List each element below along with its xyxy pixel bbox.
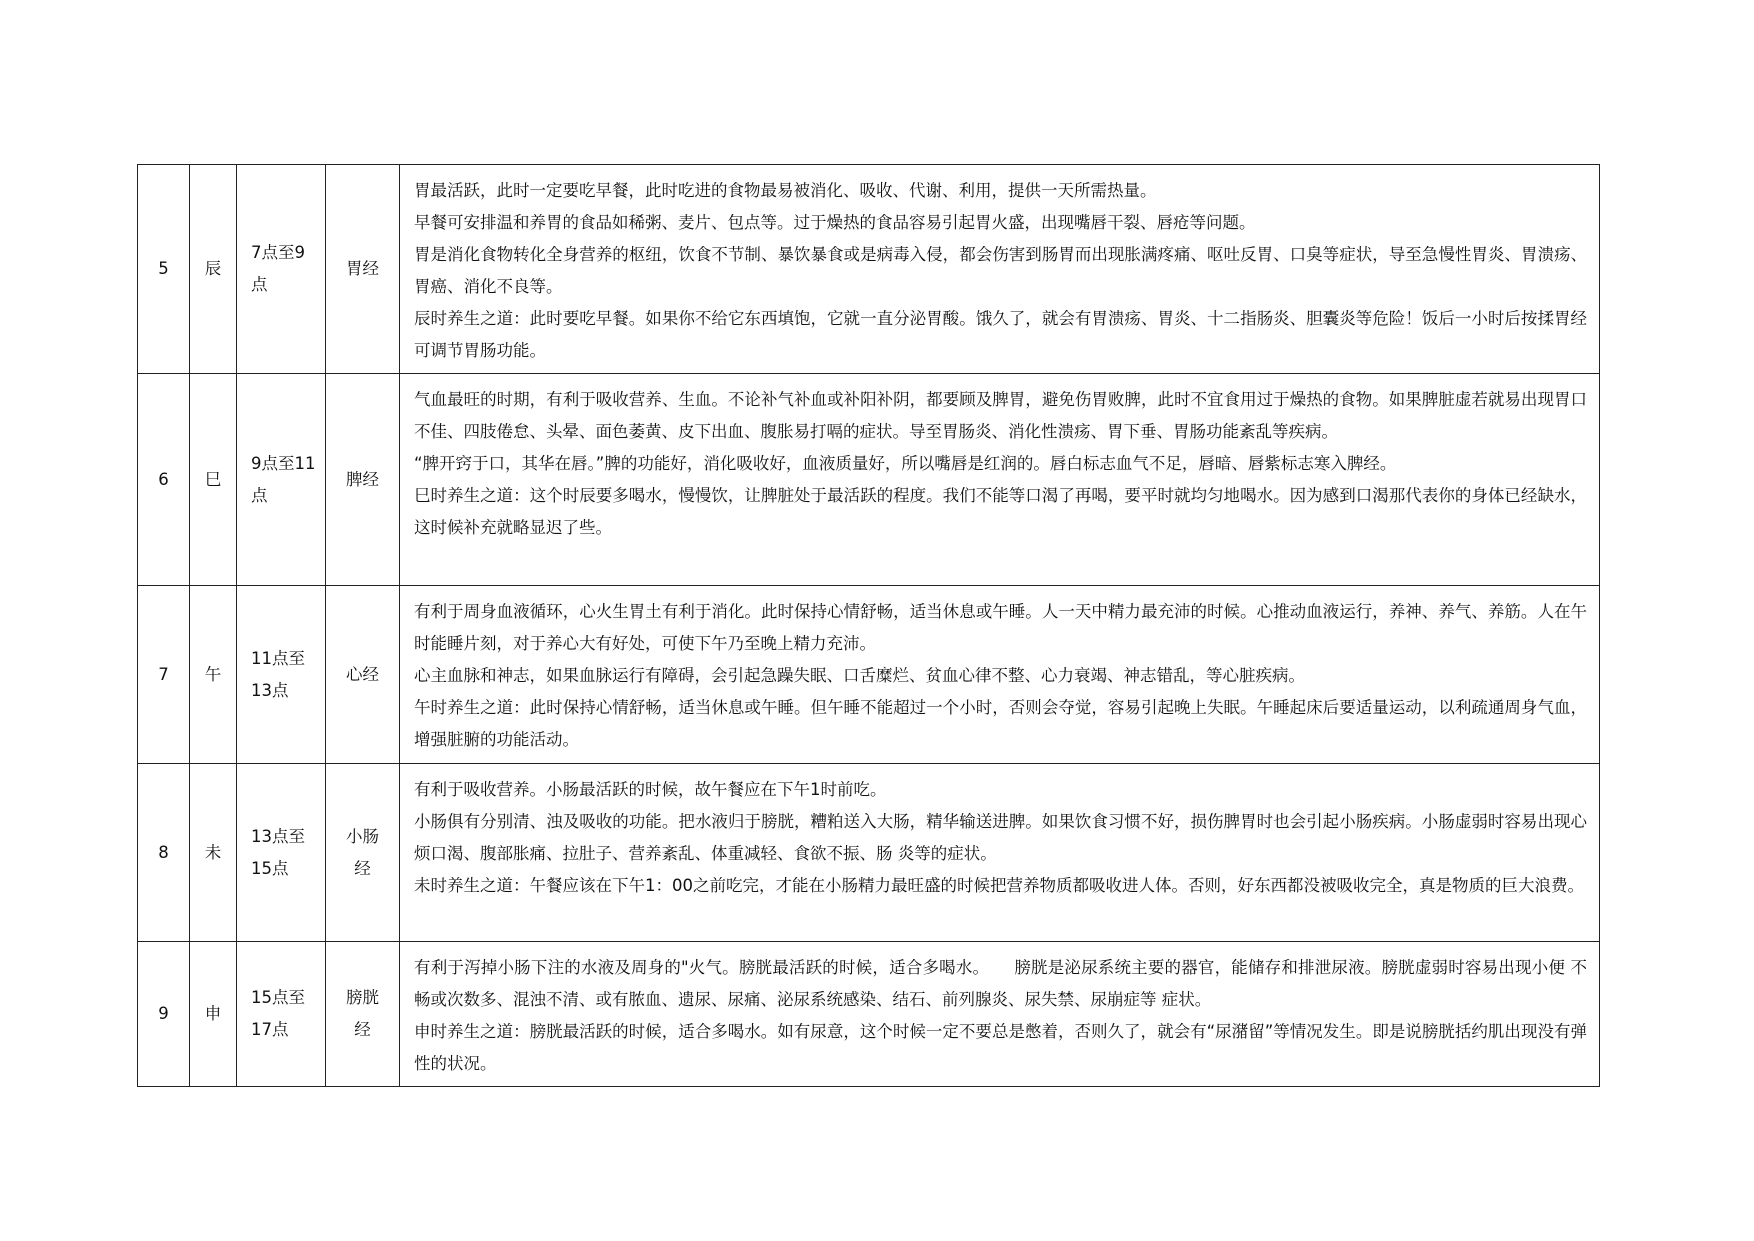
- description-paragraph: 小肠俱有分别清、浊及吸收的功能。把水液归于膀胱，糟粕送入大肠，精华输送进脾。如果饮食习惯不好，损伤脾胃时也会引起小肠疾病。小肠虚弱时容易出现心烦口渴、腹部胀痛、拉肚子、营养紊乱、体重减轻、食欲不振、肠 炎等的症状。: [414, 812, 1587, 863]
- earthly-branch: 巳: [190, 374, 237, 586]
- description-cell: [400, 942, 1600, 1087]
- time-range: 7点至9点: [237, 165, 326, 374]
- description-cell: [400, 165, 1600, 374]
- description-paragraph: 巳时养生之道：这个时辰要多喝水，慢慢饮，让脾脏处于最活跃的程度。我们不能等口渴了再喝，要平时就均匀地喝水。因为感到口渴那代表你的身体已经缺水，这时候补充就略显迟了些。: [414, 486, 1587, 537]
- meridian-name: 小肠经: [326, 764, 400, 942]
- description-paragraph: 胃是消化食物转化全身营养的枢纽，饮食不节制、暴饮暴食或是病毒入侵，都会伤害到肠胃而出现胀满疼痛、呕吐反胃、口臭等症状，导至急慢性胃炎、胃溃疡、胃癌、消化不良等。: [414, 245, 1587, 296]
- time-range: 11点至13点: [237, 586, 326, 764]
- description-paragraph: 申时养生之道：膀胱最活跃的时候，适合多喝水。如有尿意，这个时候一定不要总是憋着，否则久了，就会有“尿潴留”等情况发生。即是说膀胱括约肌出现没有弹性的状况。: [414, 1022, 1587, 1073]
- description-paragraph: 午时养生之道：此时保持心情舒畅，适当休息或午睡。但午睡不能超过一个小时，否则会夺觉，容易引起晚上失眠。午睡起床后要适量运动，以利疏通周身气血，增强脏腑的功能活动。: [414, 698, 1587, 749]
- table-row: [138, 374, 1600, 586]
- earthly-branch: 午: [190, 586, 237, 764]
- earthly-branch: 辰: [190, 165, 237, 374]
- description-cell: [400, 586, 1600, 764]
- description-paragraph: 心主血脉和神志，如果血脉运行有障碍，会引起急躁失眠、口舌糜烂、贫血心律不整、心力衰竭、神志错乱，等心脏疾病。: [414, 666, 1305, 685]
- earthly-branch: 申: [190, 942, 237, 1087]
- meridian-name: 脾经: [326, 374, 400, 586]
- time-range: 15点至17点: [237, 942, 326, 1087]
- table-row: [138, 586, 1600, 764]
- description-paragraph: 早餐可安排温和养胃的食品如稀粥、麦片、包点等。过于燥热的食品容易引起胃火盛，出现嘴唇干裂、唇疮等问题。: [414, 213, 1256, 232]
- description-paragraph: 有利于泻掉小肠下注的水液及周身的"火气。膀胱最活跃的时候，适合多喝水。 膀胱是泌尿系统主要的器官，能储存和排泄尿液。膀胱虚弱时容易出现小便 不畅或次数多、混浊不清、或有脓血、遗尿、尿痛、泌尿系统感染、结石、前列腺炎、尿失禁、尿崩症等 症状。: [414, 958, 1587, 1009]
- description-cell: [400, 764, 1600, 942]
- description-paragraph: 有利于周身血液循环，心火生胃土有利于消化。此时保持心情舒畅，适当休息或午睡。人一天中精力最充沛的时候。心推动血液运行，养神、养气、养筋。人在午时能睡片刻，对于养心大有好处，可使下午乃至晚上精力充沛。: [414, 602, 1587, 653]
- table-row: [138, 942, 1600, 1087]
- description-cell: [400, 374, 1600, 586]
- meridian-name: 心经: [326, 586, 400, 764]
- time-range: 9点至11点: [237, 374, 326, 586]
- earthly-branch: 未: [190, 764, 237, 942]
- meridian-schedule-table: [137, 164, 1600, 1087]
- description-paragraph: 辰时养生之道：此时要吃早餐。如果你不给它东西填饱，它就一直分泌胃酸。饿久了，就会有胃溃疡、胃炎、十二指肠炎、胆囊炎等危险！饭后一小时后按揉胃经可调节胃肠功能。: [414, 309, 1587, 360]
- description-paragraph: 胃最活跃，此时一定要吃早餐，此时吃进的食物最易被消化、吸收、代谢、利用，提供一天所需热量。: [414, 181, 1157, 200]
- meridian-name: 膀胱经: [326, 942, 400, 1087]
- row-number: 8: [138, 764, 190, 942]
- description-paragraph: “脾开窍于口，其华在唇。”脾的功能好，消化吸收好，血液质量好，所以嘴唇是红润的。唇白标志血气不足，唇暗、唇紫标志寒入脾经。: [414, 454, 1397, 473]
- meridian-name: 胃经: [326, 165, 400, 374]
- table-row: [138, 764, 1600, 942]
- table-row: [138, 165, 1600, 374]
- row-number: 6: [138, 374, 190, 586]
- time-range: 13点至15点: [237, 764, 326, 942]
- row-number: 7: [138, 586, 190, 764]
- row-number: 9: [138, 942, 190, 1087]
- row-number: 5: [138, 165, 190, 374]
- description-paragraph: 有利于吸收营养。小肠最活跃的时候，故午餐应在下午1时前吃。: [414, 780, 887, 799]
- table-body: [138, 165, 1600, 1087]
- description-paragraph: 未时养生之道：午餐应该在下午1：00之前吃完，才能在小肠精力最旺盛的时候把营养物质都吸收进人体。否则，好东西都没被吸收完全，真是物质的巨大浪费。: [414, 876, 1584, 895]
- description-paragraph: 气血最旺的时期，有利于吸收营养、生血。不论补气补血或补阳补阴，都要顾及脾胃，避免伤胃败脾，此时不宜食用过于燥热的食物。如果脾脏虚若就易出现胃口不佳、四肢倦怠、头晕、面色萎黄、皮下出血、腹胀易打嗝的症状。导至胃肠炎、消化性溃疡、胃下垂、胃肠功能紊乱等疾病。: [414, 390, 1587, 441]
